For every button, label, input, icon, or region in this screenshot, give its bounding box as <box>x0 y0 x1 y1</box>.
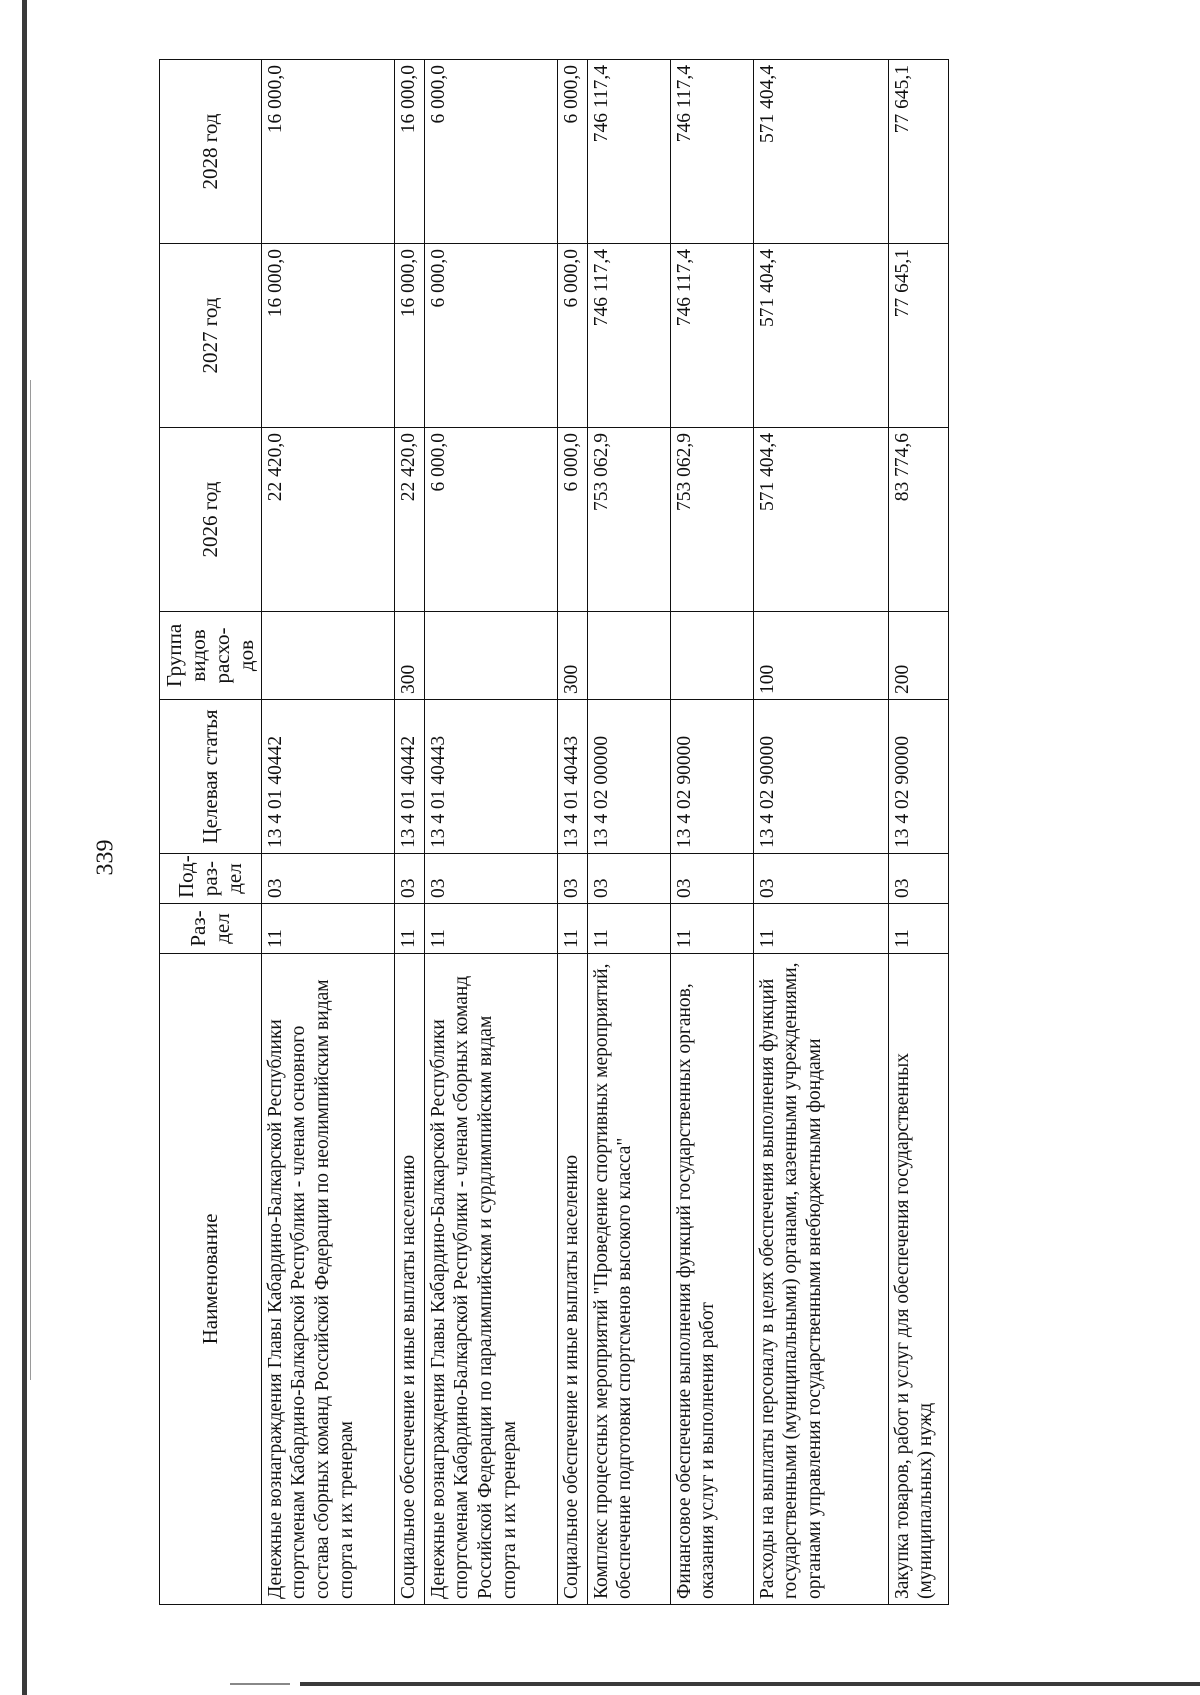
table-row <box>261 60 394 1605</box>
header-section: Раз-дел <box>160 904 262 954</box>
row-2026: 6 000,0 <box>557 428 587 612</box>
row-name: Социальное обеспечение и иные выплаты населению <box>394 954 424 1605</box>
row-section: 11 <box>261 904 394 954</box>
row-target: 13 4 02 90000 <box>670 700 753 854</box>
page-number-text: 339 <box>92 839 119 875</box>
row-2028: 77 645,1 <box>888 60 948 244</box>
table-row <box>670 60 753 1605</box>
row-2028: 6 000,0 <box>557 60 587 244</box>
header-target: Целевая статья <box>160 700 262 854</box>
header-expense-group: Группа видов расхо-дов <box>160 612 262 700</box>
page-number <box>92 822 120 892</box>
budget-table-container <box>159 60 941 1605</box>
table-header-row <box>160 60 262 1605</box>
row-2027: 571 404,4 <box>753 244 888 428</box>
row-section: 11 <box>394 904 424 954</box>
header-name: Наименование <box>160 954 262 1605</box>
header-2026: 2026 год <box>160 428 262 612</box>
budget-table <box>159 59 949 1605</box>
row-subsection: 03 <box>753 854 888 904</box>
row-2027: 6 000,0 <box>557 244 587 428</box>
row-2027: 16 000,0 <box>261 244 394 428</box>
scan-bottom-edge-short <box>230 1683 290 1685</box>
row-2028: 16 000,0 <box>261 60 394 244</box>
row-name: Финансовое обеспечение выполнения функций государственных органов, оказания услуг и выполнения работ <box>670 954 753 1605</box>
row-2026: 571 404,4 <box>753 428 888 612</box>
row-group <box>424 612 557 700</box>
table-row <box>753 60 888 1605</box>
table-row <box>424 60 557 1605</box>
header-2027: 2027 год <box>160 244 262 428</box>
row-group: 300 <box>394 612 424 700</box>
row-group: 300 <box>557 612 587 700</box>
row-2028: 746 117,4 <box>587 60 670 244</box>
table-row <box>587 60 670 1605</box>
row-section: 11 <box>557 904 587 954</box>
header-subsection: Под-раз-дел <box>160 854 262 904</box>
row-subsection: 03 <box>261 854 394 904</box>
row-target: 13 4 01 40442 <box>261 700 394 854</box>
row-2028: 571 404,4 <box>753 60 888 244</box>
row-2027: 16 000,0 <box>394 244 424 428</box>
row-2026: 6 000,0 <box>424 428 557 612</box>
header-2028: 2028 год <box>160 60 262 244</box>
row-name: Денежные вознаграждения Главы Кабардино-Балкарской Республики спортсменам Кабардино-Балкарской Республики - членам основного состава сборных команд Российской Федерации по неолимпийским видам спорта и их тренерам <box>261 954 394 1605</box>
row-name: Расходы на выплаты персоналу в целях обеспечения выполнения функций государственными (муниципальными) органами, казенными учреждениями, органами управления государственными внебюджетными фондами <box>753 954 888 1605</box>
row-subsection: 03 <box>670 854 753 904</box>
row-group: 200 <box>888 612 948 700</box>
row-2026: 83 774,6 <box>888 428 948 612</box>
table-row <box>394 60 424 1605</box>
row-subsection: 03 <box>587 854 670 904</box>
row-subsection: 03 <box>394 854 424 904</box>
table-row <box>888 60 948 1605</box>
row-2027: 77 645,1 <box>888 244 948 428</box>
row-subsection: 03 <box>557 854 587 904</box>
row-name: Комплекс процессных мероприятий "Проведение спортивных мероприятий, обеспечение подготовки спортсменов высокого класса" <box>587 954 670 1605</box>
row-subsection: 03 <box>424 854 557 904</box>
row-2026: 753 062,9 <box>587 428 670 612</box>
row-group <box>261 612 394 700</box>
row-group <box>670 612 753 700</box>
row-group: 100 <box>753 612 888 700</box>
row-subsection: 03 <box>888 854 948 904</box>
row-section: 11 <box>587 904 670 954</box>
row-name: Денежные вознаграждения Главы Кабардино-Балкарской Республики спортсменам Кабардино-Балкарской Республики - членам сборных команд Российской Федерации по паралимпийским и сурдлимпийским видам спорта и их тренерам <box>424 954 557 1605</box>
row-2026: 22 420,0 <box>261 428 394 612</box>
scan-bottom-edge <box>300 1682 1200 1686</box>
row-2028: 16 000,0 <box>394 60 424 244</box>
row-2028: 6 000,0 <box>424 60 557 244</box>
scan-left-edge <box>22 0 27 1695</box>
row-name: Социальное обеспечение и иные выплаты населению <box>557 954 587 1605</box>
row-target: 13 4 02 90000 <box>753 700 888 854</box>
row-target: 13 4 01 40443 <box>424 700 557 854</box>
row-target: 13 4 01 40443 <box>557 700 587 854</box>
row-2028: 746 117,4 <box>670 60 753 244</box>
row-section: 11 <box>888 904 948 954</box>
row-section: 11 <box>670 904 753 954</box>
row-name: Закупка товаров, работ и услуг для обеспечения государственных (муниципальных) нужд <box>888 954 948 1605</box>
row-section: 11 <box>753 904 888 954</box>
row-target: 13 4 01 40442 <box>394 700 424 854</box>
row-2026: 22 420,0 <box>394 428 424 612</box>
row-group <box>587 612 670 700</box>
row-2027: 746 117,4 <box>587 244 670 428</box>
row-target: 13 4 02 00000 <box>587 700 670 854</box>
scan-left-edge-line <box>30 380 31 1380</box>
row-target: 13 4 02 90000 <box>888 700 948 854</box>
row-2027: 6 000,0 <box>424 244 557 428</box>
row-2027: 746 117,4 <box>670 244 753 428</box>
row-section: 11 <box>424 904 557 954</box>
table-row <box>557 60 587 1605</box>
row-2026: 753 062,9 <box>670 428 753 612</box>
